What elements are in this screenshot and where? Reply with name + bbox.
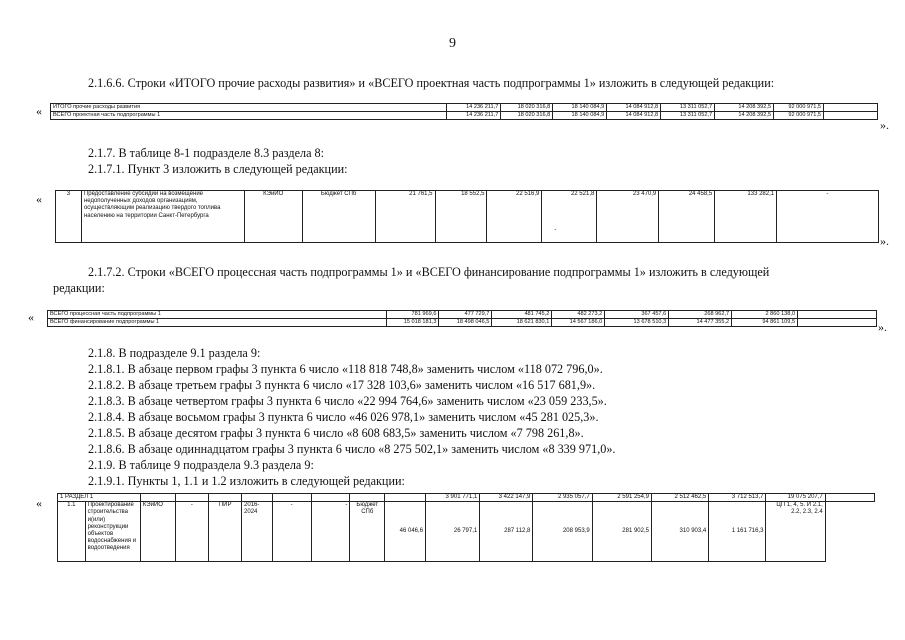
- cell-value: 310 903,4: [651, 502, 708, 562]
- cell-value: 1 161 716,3: [709, 502, 766, 562]
- cell-value: [798, 319, 877, 327]
- empty-cell: [311, 494, 350, 502]
- row-label: ВСЕГО процессная часть подпрограммы 1: [48, 311, 387, 319]
- cell-value: 14 208 392,5: [715, 104, 774, 112]
- row-years: 2016-2024: [242, 502, 273, 562]
- table-itogo: [50, 103, 878, 120]
- list-item: 2.1.8.4. В абзаце восьмом графы 3 пункта 6 число «46 026 978,1» заменить числом «45 281 025,3».: [88, 410, 599, 424]
- table-vsego: [47, 310, 877, 327]
- row-number: 1.1: [58, 502, 86, 562]
- cell-value: 18 020 316,8: [501, 104, 553, 112]
- table-row: [48, 319, 877, 327]
- cell-value: 14 084 912,8: [607, 104, 661, 112]
- open-quote-4: «: [36, 496, 42, 510]
- cell-value: 367 457,6: [605, 311, 669, 319]
- cell-value: 19 075 207,7: [766, 494, 825, 502]
- row-description: Предоставление субсидий на возмещение недополученных доходов организациям, осуществляющим реализацию твердого топлива населению на территории Санкт-Петербурга: [81, 191, 244, 243]
- empty-cell: [825, 494, 874, 502]
- row-work-type: ПИР: [209, 502, 242, 562]
- cell-value: 482 273,2: [552, 311, 605, 319]
- cell-value: 133 282,1: [715, 191, 777, 243]
- cell-value: 13 678 510,3: [605, 319, 669, 327]
- list-item: 2.1.8.3. В абзаце четвертом графы 3 пункта 6 число «22 994 764,6» заменить числом «23 059 233,5».: [88, 394, 607, 408]
- cell-value: 2 591 254,9: [592, 494, 651, 502]
- close-quote-2: ».: [880, 234, 889, 248]
- cell-value: 268 962,7: [669, 311, 732, 319]
- cell-value: 281 902,5: [592, 502, 651, 562]
- row-source: Бюджет СПб: [350, 502, 385, 562]
- cell-value: 481 745,2: [492, 311, 552, 319]
- row-note: ЦП 1, 4, 5. И 2.1, 2.2, 2.3, 2.4: [766, 502, 825, 562]
- empty-cell: [385, 494, 426, 502]
- cell-value: 3 422 147,9: [480, 494, 533, 502]
- row-executor: КЭиИО: [244, 191, 302, 243]
- cell-value: 14 084 912,8: [607, 112, 661, 120]
- cell-value: 18 552,5: [435, 191, 487, 243]
- cell-value: [824, 104, 878, 112]
- close-quote-1: ».: [880, 118, 889, 132]
- cell-value: 15 018 181,3: [387, 319, 439, 327]
- cell-value: 22 521,8: [570, 191, 595, 197]
- open-quote-1: «: [36, 104, 42, 118]
- list-item: 2.1.9.1. Пункты 1, 1.1 и 1.2 изложить в следующей редакции:: [88, 474, 405, 488]
- empty-cell: [242, 494, 273, 502]
- cell-value: 14 208 392,5: [715, 112, 774, 120]
- cell-value-with-dash: [542, 191, 597, 243]
- list-item: 2.1.8. В подразделе 9.1 раздела 9:: [88, 346, 261, 360]
- cell-value: 208 953,9: [533, 502, 592, 562]
- cell-value: 2 935 057,7: [533, 494, 592, 502]
- open-quote-3: «: [28, 310, 34, 324]
- section-2-1-6-6: 2.1.6.6. Строки «ИТОГО прочие расходы развития» и «ВСЕГО проектная часть подпрограммы 1» изложить в следующей редакции:: [88, 76, 775, 90]
- cell-value: 14 236 211,7: [447, 112, 501, 120]
- cell-value: 3 712 513,7: [709, 494, 766, 502]
- table-row: [51, 104, 878, 112]
- cell-value: 92 000 971,5: [774, 112, 824, 120]
- table-9: [57, 493, 875, 562]
- list-item: 2.1.8.1. В абзаце первом графы 3 пункта 6 число «118 818 748,8» заменить числом «118 072 796,0».: [88, 362, 603, 376]
- cell-value: 23 470,9: [597, 191, 659, 243]
- cell-value: [824, 112, 878, 120]
- cell-value: 26 797,1: [426, 502, 480, 562]
- cell-value: 18 621 830,1: [492, 319, 552, 327]
- empty-cell: [209, 494, 242, 502]
- list-item: 2.1.8.6. В абзаце одиннадцатом графы 3 пункта 6 число «8 275 502,1» заменить числом «8 339 971,0».: [88, 442, 616, 456]
- row-label: ВСЕГО проектная часть подпрограммы 1: [51, 112, 447, 120]
- dash-mark: -: [554, 227, 557, 233]
- cell-value: 22 516,9: [487, 191, 542, 243]
- list-item: 2.1.8.2. В абзаце третьем графы 3 пункта 6 число «17 328 103,6» заменить числом «16 517 681,9».: [88, 378, 596, 392]
- cell-value: 94 861 109,5: [732, 319, 798, 327]
- cell-value: 13 311 052,7: [661, 104, 715, 112]
- empty-cell: [350, 494, 385, 502]
- empty-cell: [175, 494, 209, 502]
- close-quote-3: ».: [878, 320, 887, 334]
- cell-value: 24 458,5: [659, 191, 715, 243]
- cell-value: 287 112,8: [480, 502, 533, 562]
- cell-value: 92 000 971,5: [774, 104, 824, 112]
- table-row: [58, 494, 875, 502]
- row-source: Бюджет СПб: [302, 191, 375, 243]
- table-row: [48, 311, 877, 319]
- cell-value: 477 729,7: [439, 311, 492, 319]
- cell-value: 14 477 355,2: [669, 319, 732, 327]
- section-2-1-7-2: 2.1.7.2. Строки «ВСЕГО процессная часть подпрограммы 1» и «ВСЕГО финансирование подпрограммы 1» изложить в следующей: [88, 265, 770, 279]
- section-2-1-7-1: 2.1.7.1. Пункт 3 изложить в следующей редакции:: [88, 162, 348, 176]
- cell-value: 21 761,5: [375, 191, 435, 243]
- dash-mark: -: [777, 191, 879, 243]
- cell-value: 2 860 138,0: [732, 311, 798, 319]
- cell-value: 2 512 462,5: [651, 494, 708, 502]
- table-row: [58, 502, 875, 562]
- empty-cell: [140, 494, 175, 502]
- cell-value: 3 901 771,1: [426, 494, 480, 502]
- table-row: [56, 191, 879, 243]
- open-quote-2: «: [36, 192, 42, 206]
- section-2-1-7-2-cont: редакции:: [53, 281, 105, 295]
- row-executor: КЭиИО: [140, 502, 175, 562]
- table-row: [51, 112, 878, 120]
- cell-value: [798, 311, 877, 319]
- dash-mark: -: [175, 502, 209, 562]
- cell-value: 13 311 052,7: [661, 112, 715, 120]
- empty-cell: [272, 494, 311, 502]
- page-number: 9: [449, 36, 456, 51]
- cell-value: 14 567 186,0: [552, 319, 605, 327]
- row-label: ИТОГО прочие расходы развития: [51, 104, 447, 112]
- cell-value: 18 140 084,9: [553, 104, 607, 112]
- cell-value: 781 969,6: [387, 311, 439, 319]
- cell-value: 46 046,6: [385, 502, 426, 562]
- section-label: 1 РАЗДЕЛ 1: [58, 494, 141, 502]
- list-item: 2.1.8.5. В абзаце десятом графы 3 пункта 6 число «8 608 683,5» заменить числом «7 798 261,8».: [88, 426, 584, 440]
- row-number: 3: [56, 191, 82, 243]
- cell-value: 18 020 316,8: [501, 112, 553, 120]
- row-label: ВСЕГО финансирование подпрограммы 1: [48, 319, 387, 327]
- list-item: 2.1.9. В таблице 9 подраздела 9.3 раздела 9:: [88, 458, 314, 472]
- cell-value: 14 236 211,7: [447, 104, 501, 112]
- dash-mark: -: [272, 502, 311, 562]
- dash-mark: -: [311, 502, 350, 562]
- cell-value: 18 498 046,5: [439, 319, 492, 327]
- row-description: Проектирование строительства и(или) реконструкции объектов водоснабжения и водоотведения: [85, 502, 140, 562]
- table-subsidy: [55, 190, 879, 243]
- section-2-1-7: 2.1.7. В таблице 8-1 подразделе 8.3 раздела 8:: [88, 146, 325, 160]
- cell-value: 18 140 084,9: [553, 112, 607, 120]
